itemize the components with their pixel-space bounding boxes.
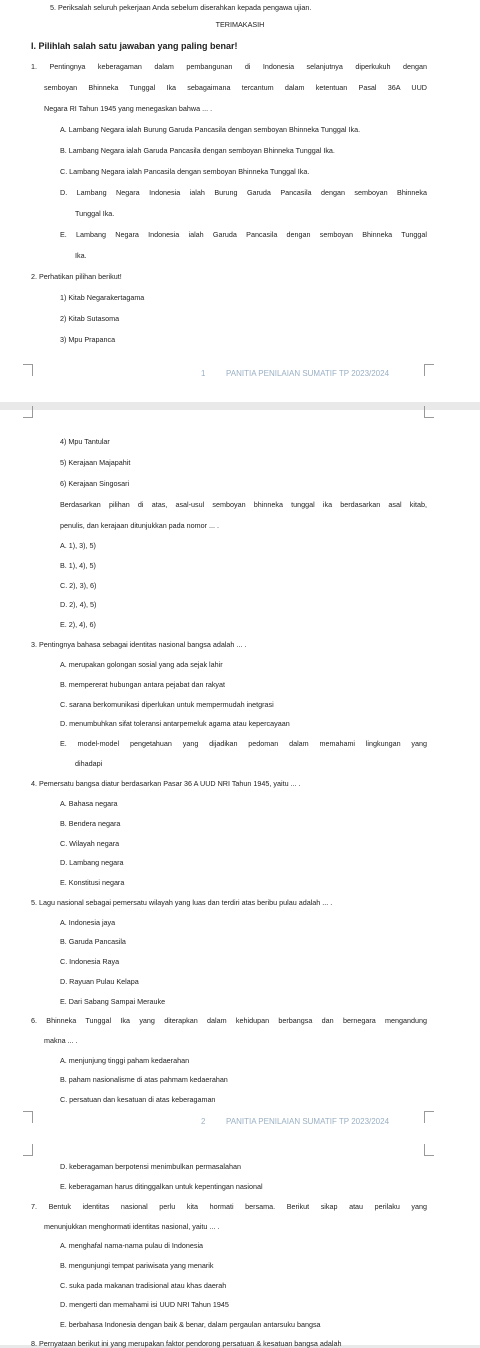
list-item: 1) Kitab Negarakertagama [60,293,145,302]
question-text: Negara RI Tahun 1945 yang menegaskan bahwa ... . [44,104,213,113]
list-item: 3) Mpu Prapanca [60,335,116,344]
question-text: 6. Bhinneka Tunggal Ika yang diterapkan dalam kehidupan berbangsa dan bernegara mengandung [31,1016,427,1025]
option-c: C. Indonesia Raya [60,957,120,966]
crop-mark [424,406,434,418]
option-e: E. Lambang Negara Indonesia ialah Garuda Pancasila dengan semboyan Bhinneka Tunggal [60,230,427,239]
instruction-note: 5. Periksalah seluruh pekerjaan Anda sebelum diserahkan kepada pengawa ujian. [50,3,312,12]
page-number: 2 [201,1117,206,1126]
option-a: A. 1), 3), 5) [60,541,96,550]
option-d: D. Rayuan Pulau Kelapa [60,977,139,986]
option-c: C. Lambang Negara ialah Pancasila dengan semboyan Bhinneka Tunggal Ika. [60,167,310,176]
option-e: E. keberagaman harus ditinggalkan untuk kepentingan nasional [60,1182,263,1191]
option-e-cont: Ika. [75,251,87,260]
page-number: 1 [201,369,206,378]
crop-mark [424,364,434,376]
option-c: C. persatuan dan kesatuan di atas keberagaman [60,1095,216,1104]
option-e: E. model-model pengetahuan yang dijadikan pedoman dalam memahami lingkungan yang [60,739,427,748]
option-b: B. paham nasionalisme di atas pahmam kedaerahan [60,1075,228,1084]
question-text: makna ... . [44,1036,78,1045]
list-item: 4) Mpu Tantular [60,437,110,446]
crop-mark [23,1111,33,1123]
option-d-cont: Tunggal Ika. [75,209,115,218]
option-b: B. Bendera negara [60,819,121,828]
question-text: 8. Pernyataan berikut ini yang merupakan faktor pendorong persatuan & kesatuan bangsa adalah [31,1339,342,1348]
option-c: C. 2), 3), 6) [60,581,97,590]
option-a: A. menjunjung tinggi paham kedaerahan [60,1056,190,1065]
option-d: D. Lambang negara [60,858,124,867]
option-b: B. 1), 4), 5) [60,561,96,570]
list-item: 6) Kerajaan Singosari [60,479,130,488]
option-b: B. mempererat hubungan antara pejabat dan rakyat [60,680,226,689]
footer-text: PANITIA PENILAIAN SUMATIF TP 2023/2024 [226,369,390,378]
question-text: menunjukkan menghormati identitas nasional, yaitu ... . [44,1222,220,1231]
option-d: D. Lambang Negara Indonesia ialah Burung Garuda Pancasila dengan semboyan Bhinneka [60,188,427,197]
question-text: semboyan Bhinneka Tunggal Ika sebagaimana tercantum dalam ketentuan Pasal 36A UUD [44,83,427,92]
question-text: Berdasarkan pilihan di atas, asal-usul semboyan bhinneka tunggal ika berdasarkan asal kitab, [60,500,427,509]
option-e: E. Dari Sabang Sampai Merauke [60,997,166,1006]
question-text: 3. Pentingnya bahasa sebagai identitas nasional bangsa adalah ... . [31,640,247,649]
crop-mark [23,406,33,418]
option-b: B. mengunjungi tempat pariwisata yang menarik [60,1261,214,1270]
option-e-cont: dihadapi [75,759,103,768]
option-e: E. 2), 4), 6) [60,620,96,629]
option-a: A. menghafal nama-nama pulau di Indonesia [60,1241,204,1250]
crop-mark [424,1111,434,1123]
question-text: 1. Pentingnya keberagaman dalam pembangunan di Indonesia selanjutnya diperkukuh dengan [31,62,427,71]
list-item: 5) Kerajaan Majapahit [60,458,131,467]
option-d: D. keberagaman berpotensi menimbulkan permasalahan [60,1162,241,1171]
option-b: B. Lambang Negara ialah Garuda Pancasila dengan semboyan Bhinneka Tunggal Ika. [60,146,335,155]
thanks-heading: TERIMAKASIH [215,20,265,29]
option-c: C. Wilayah negara [60,839,120,848]
option-e: E. berbahasa Indonesia dengan baik & benar, dalam pergaulan antarsuku bangsa [60,1320,321,1329]
option-c: C. sarana berkomunikasi diperlukan untuk mempermudah inetgrasi [60,700,274,709]
option-e: E. Konstitusi negara [60,878,125,887]
option-d: D. 2), 4), 5) [60,600,97,609]
page-2 [0,410,480,1148]
option-a: A. Indonesia jaya [60,918,116,927]
crop-mark [23,1144,33,1156]
question-text: 5. Lagu nasional sebagai pemersatu wilayah yang luas dan terdiri atas beribu pulau adalah ... . [31,898,333,907]
question-text: 4. Pemersatu bangsa diatur berdasarkan Pasar 36 A UUD NRI Tahun 1945, yaitu ... . [31,779,301,788]
page-1 [0,0,480,402]
footer-text: PANITIA PENILAIAN SUMATIF TP 2023/2024 [226,1117,390,1126]
option-d: D. menumbuhkan sifat toleransi antarpemeluk agama atau kepercayaan [60,719,290,728]
option-a: A. Bahasa negara [60,799,118,808]
option-b: B. Garuda Pancasila [60,937,126,946]
list-item: 2) Kitab Sutasoma [60,314,120,323]
question-text: 7. Bentuk identitas nasional perlu kita hormati bersama. Berikut sikap atau perilaku yang [31,1202,427,1211]
option-a: A. merupakan golongan sosial yang ada sejak lahir [60,660,223,669]
crop-mark [424,1144,434,1156]
crop-mark [23,364,33,376]
page-3 [0,1148,480,1348]
section-title: I. Pilihlah salah satu jawaban yang paling benar! [31,41,238,51]
question-text: 2. Perhatikan pilihan berikut! [31,272,122,281]
option-c: C. suka pada makanan tradisional atau khas daerah [60,1281,227,1290]
question-text: penulis, dan kerajaan ditunjukkan pada nomor ... . [60,521,220,530]
option-d: D. mengerti dan memahami isi UUD NRI Tahun 1945 [60,1300,229,1309]
option-a: A. Lambang Negara ialah Burung Garuda Pancasila dengan semboyan Bhinneka Tunggal Ika. [60,125,361,134]
